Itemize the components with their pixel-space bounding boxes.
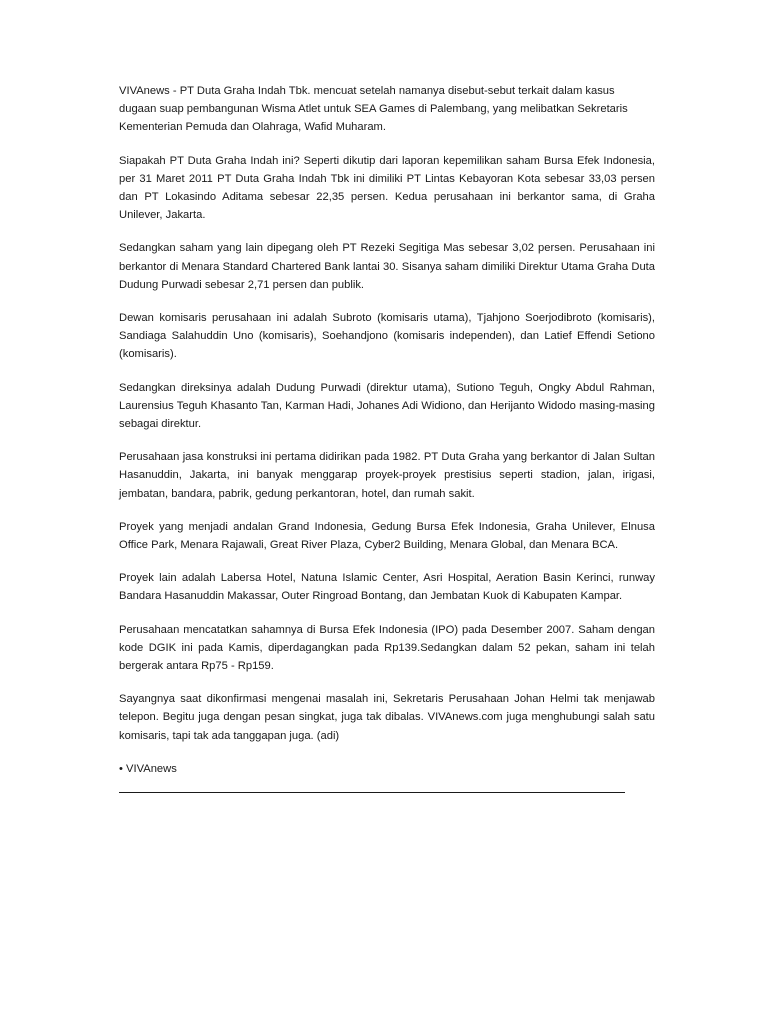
- paragraph-2: Siapakah PT Duta Graha Indah ini? Seperti dikutip dari laporan kepemilikan saham Bursa Efek Indonesia, per 31 Maret 2011 PT Duta Graha Indah Tbk ini dimiliki PT Lintas Kebayoran Kota sebesar 33,03 persen dan PT Lokasindo Aditama sebesar 22,35 persen. Kedua perusahaan ini berkantor sama, di Graha Unilever, Jakarta.: [119, 154, 655, 222]
- paragraph-7: Proyek yang menjadi andalan Grand Indonesia, Gedung Bursa Efek Indonesia, Graha Unilever, Elnusa Office Park, Menara Rajawali, Great River Plaza, Cyber2 Building, Menara Global, dan Menara BCA.: [119, 520, 655, 552]
- paragraph-5: Sedangkan direksinya adalah Dudung Purwadi (direktur utama), Sutiono Teguh, Ongky Abdul Rahman, Laurensius Teguh Khasanto Tan, Karman Hadi, Johanes Adi Widiono, dan Herijanto Widodo masing-masing sebagai direktur.: [119, 381, 655, 431]
- paragraph-8: Proyek lain adalah Labersa Hotel, Natuna Islamic Center, Asri Hospital, Aeration Basin Kerinci, runway Bandara Hasanuddin Makassar, Outer Ringroad Bontang, dan Jembatan Kuok di Kabupaten Kampar.: [119, 572, 655, 603]
- paragraph-3: Sedangkan saham yang lain dipegang oleh PT Rezeki Segitiga Mas sebesar 3,02 persen. Perusahaan ini berkantor di Menara Standard Chartered Bank lantai 30. Sisanya saham dimiliki Direktur Utama Graha Duta Dudung Purwadi sebesar 2,71 persen dan publik.: [119, 242, 655, 291]
- article-body: [119, 82, 655, 793]
- paragraph-6: Perusahaan jasa konstruksi ini pertama didirikan pada 1982. PT Duta Graha yang berkantor di Jalan Sultan Hasanuddin, Jakarta, ini banyak menggarap proyek-proyek prestisius seperti stadion, jalan, irigasi, jembatan, bandara, pabrik, gedung perkantoran, hotel, dan rumah sakit.: [119, 451, 655, 500]
- paragraph-1: VIVAnews - PT Duta Graha Indah Tbk. mencuat setelah namanya disebut-sebut terkait dalam kasus dugaan suap pembangunan Wisma Atlet untuk SEA Games di Palembang, yang melibatkan Sekretaris Kementerian Pemuda dan Olahraga, Wafid Muharam.: [119, 85, 628, 134]
- paragraph-4: Dewan komisaris perusahaan ini adalah Subroto (komisaris utama), Tjahjono Soerjodibroto (komisaris), Sandiaga Salahuddin Uno (komisaris), Soehandjono (komisaris independen), dan Latief Effendi Setiono (komisaris).: [119, 312, 655, 361]
- horizontal-rule: [119, 792, 625, 793]
- paragraph-10: Sayangnya saat dikonfirmasi mengenai masalah ini, Sekretaris Perusahaan Johan Helmi tak menjawab telepon. Begitu juga dengan pesan singkat, juga tak dibalas. VIVAnews.com juga menghubungi salah satu komisaris, tapi tak ada tanggapan juga. (adi): [119, 693, 655, 742]
- paragraph-9: Perusahaan mencatatkan sahamnya di Bursa Efek Indonesia (IPO) pada Desember 2007. Saham dengan kode DGIK ini pada Kamis, diperdagangkan pada Rp139.Sedangkan dalam 52 pekan, saham ini telah bergerak antara Rp75 - Rp159.: [119, 623, 655, 673]
- source-bullet: • VIVAnews: [119, 762, 177, 775]
